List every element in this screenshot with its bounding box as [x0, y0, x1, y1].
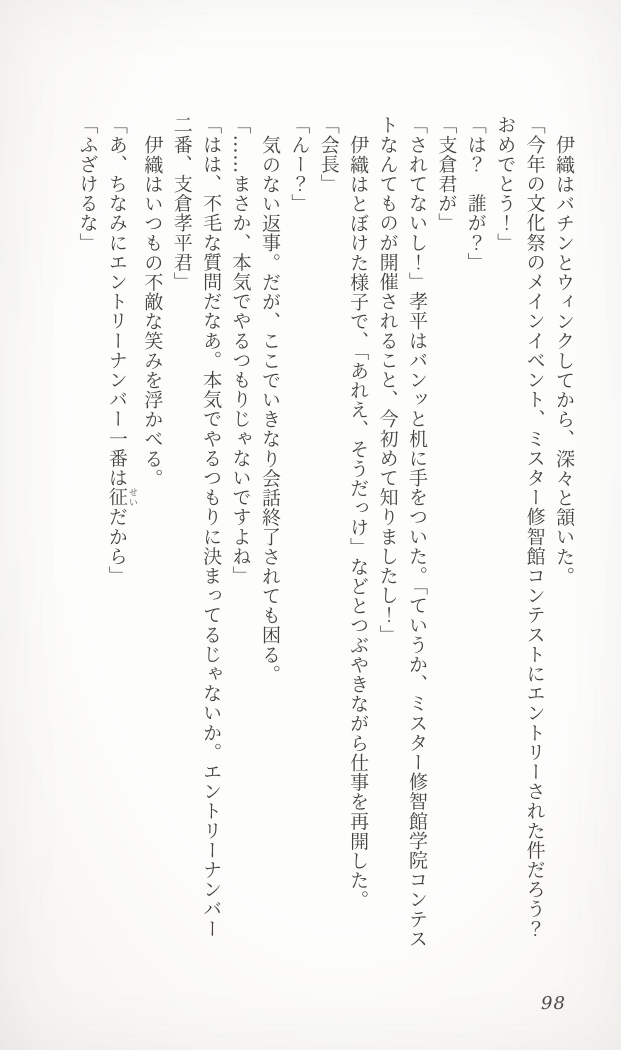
text-line: 「はは、不毛な質問だなあ。本気でやるつもりに決まってるじゃないか。エントリーナンバー	[200, 115, 223, 939]
text-line: トなんてものが開催されること、今初めて知りましたし！」	[376, 115, 399, 645]
text-line: 伊織はバチンとウィンクしてから、深々と頷いた。	[553, 135, 575, 586]
page-number: 98	[541, 993, 566, 1014]
text-line: 「ふざけるな」	[76, 115, 99, 253]
text-line: 二番、支倉孝平君」	[170, 115, 193, 292]
text-line: 「会長」	[317, 115, 340, 194]
text-line: 気のない返事。だが、ここでいきなり会話終了されても困る。	[258, 135, 281, 684]
text-line: 「されてないし！」孝平はバンッと机に手をついた。「ていうか、ミスター修智館学院コンテス	[405, 115, 428, 949]
text-line: おめでとう！」	[494, 115, 517, 253]
text-line: 「は？ 誰が？」	[464, 115, 487, 272]
text-line: 「……まさか、本気でやるつもりじゃないですよね」	[229, 115, 252, 586]
text-line: 「あ、ちなみにエントリーナンバー一番は征 せいだから」	[105, 115, 137, 586]
furigana-ruby: 征 せい	[105, 487, 137, 508]
text-line: 「んー？」	[288, 115, 311, 213]
vertical-text-block	[72, 115, 578, 949]
text-line: 「支倉君が」	[435, 115, 458, 233]
text-line: 伊織はいつもの不敵な笑みを浮かべる。	[141, 135, 164, 488]
text-line: 「今年の文化祭のメインイベント、ミスター修智館コンテストにエントリーされた件だろう？	[523, 115, 546, 939]
text-line: 伊織はとぼけた様子で、「あれえ、そうだっけ」などとつぶやきながら仕事を再開した。	[347, 135, 370, 910]
